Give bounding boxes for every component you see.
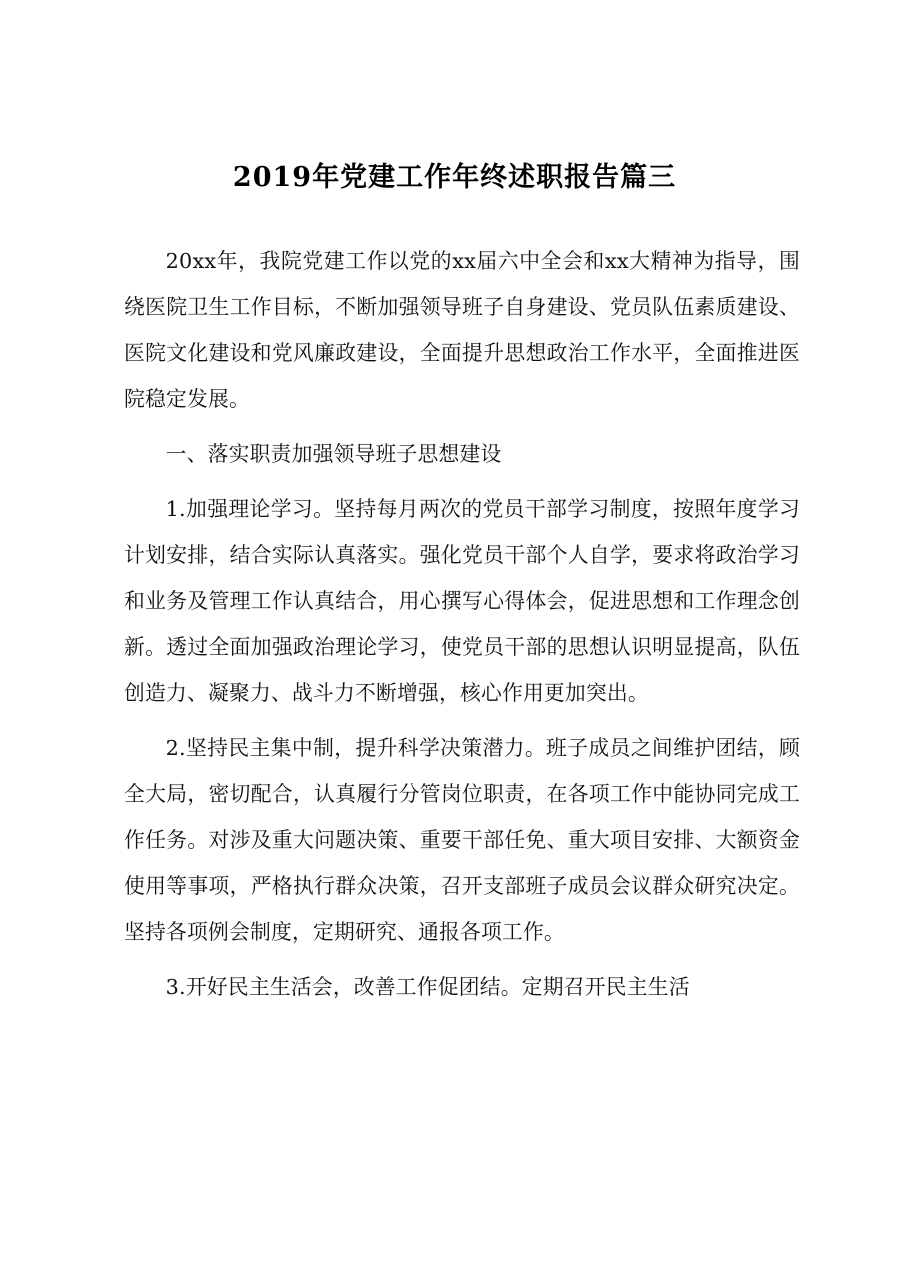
- paragraph-item-3: 3.开好民主生活会，改善工作促团结。定期召开民主生活: [165, 975, 690, 999]
- paragraph-item-2: 2.坚持民主集中制，提升科学决策潜力。班子成员之间维护团结，顾全大局，密切配合，认真履行分管岗位职责，在各项工作中能协同完成工作任务。对涉及重大问题决策、重要干部任免、重大项目安排、大额资金使用等事项，严格执行群众决策，召开支部班子成员会议群众研究决定。坚持各项例会制度，定期研究、通报各项工作。: [124, 736, 800, 944]
- document-body: [124, 238, 800, 1019]
- paragraph-intro: 20xx年，我院党建工作以党的xx届六中全会和xx大精神为指导，围绕医院卫生工作目标，不断加强领导班子自身建设、党员队伍素质建设、医院文化建设和党风廉政建设，全面提升思想政治工作水平，全面推进医院稳定发展。: [124, 249, 800, 411]
- paragraph-item-1: 1.加强理论学习。坚持每月两次的党员干部学习制度，按照年度学习计划安排，结合实际认真落实。强化党员干部个人自学，要求将政治学习和业务及管理工作认真结合，用心撰写心得体会，促进思想和工作理念创新。透过全面加强政治理论学习，使党员干部的思想认识明显提高，队伍创造力、凝聚力、战斗力不断增强，核心作用更加突出。: [124, 497, 800, 705]
- document-title: 2019年党建工作年终述职报告篇三: [232, 162, 677, 193]
- section-heading-1: 一、落实职责加强领导班子思想建设: [165, 442, 502, 466]
